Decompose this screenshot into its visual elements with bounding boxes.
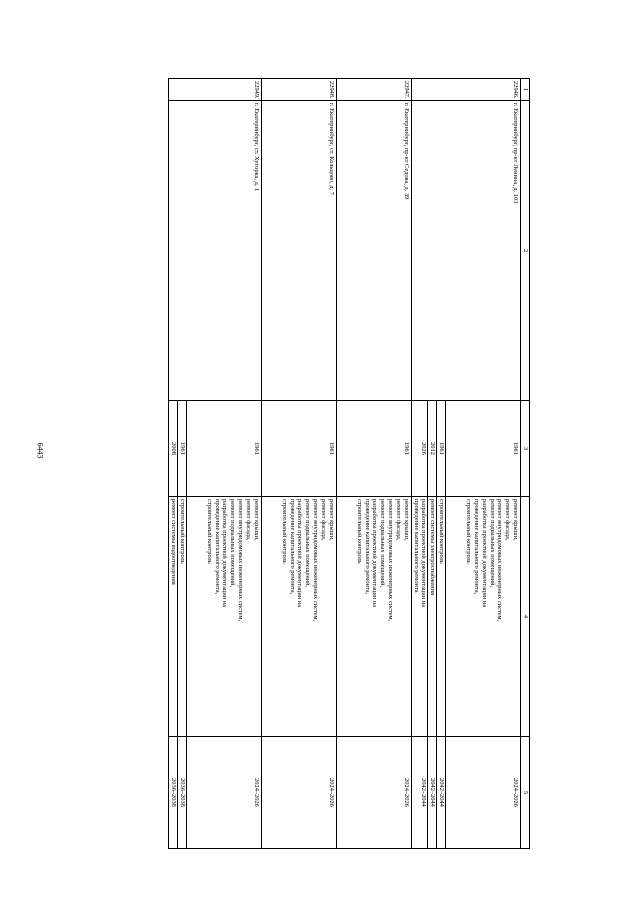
year-cell: 1961 [177, 401, 186, 497]
work-cell: ремонт крыши, ремонт фасада, ремонт внутридомовых инженерных систем, ремонт подвальных помещений, разработка проектной документации на проведение капитального ремонта, строительный контроль [336, 497, 411, 737]
address-cell: г. Екатеринбург, пр-кт Седова, д. 39 [336, 101, 411, 401]
header-cell: 5 [521, 737, 530, 849]
year-cell: 2012 [428, 401, 437, 497]
work-cell: разработка проектной документации на проведение капитального ремонта [411, 497, 428, 737]
work-cell: строительный контроль [437, 497, 446, 737]
header-row [521, 79, 530, 849]
period-cell: 2036–2038 [177, 737, 186, 849]
header-cell: 2 [521, 101, 530, 401]
period-cell: 2042–2044 [437, 737, 446, 849]
address-cell: г. Екатеринбург, ст. Кольцово, д. 7 [261, 101, 336, 401]
year-cell: 2026 [411, 401, 428, 497]
table-row [446, 79, 521, 849]
year-cell: 1961 [336, 401, 411, 497]
year-cell: 1961 [446, 401, 521, 497]
row-number: 22946. [411, 79, 520, 101]
header-cell: 1 [521, 79, 530, 101]
rotated-table-container [80, 78, 530, 848]
header-cell: 3 [521, 401, 530, 497]
table-row [186, 79, 261, 849]
row-number: 22949. [169, 79, 262, 101]
period-cell: 2024–2026 [446, 737, 521, 849]
address-cell: г. Екатеринбург, пр-кт Ленина, д. 103 [411, 101, 520, 401]
header-cell: 4 [521, 497, 530, 737]
period-cell: 2024–2026 [261, 737, 336, 849]
period-cell: 2036–2038 [169, 737, 178, 849]
work-cell: строительный контроль [177, 497, 186, 737]
work-cell: ремонт крыши, ремонт фасада, ремонт внутридомовых инженерных систем, ремонт подвальных помещений, разработка проектной документации на проведение капитального ремонта, строительный контроль [186, 497, 261, 737]
period-cell: 2024–2026 [186, 737, 261, 849]
row-number: 22948. [261, 79, 336, 101]
work-cell: ремонт крыши, ремонт фасада, ремонт внутридомовых инженерных систем, ремонт подвальных помещений, разработка проектной документации на проведение капитального ремонта, строительный контроль [446, 497, 521, 737]
table-row [261, 79, 336, 849]
year-cell: 1961 [186, 401, 261, 497]
year-cell: 2008 [169, 401, 178, 497]
period-cell: 2042–2044 [428, 737, 437, 849]
page-number: 6443 [35, 442, 45, 459]
period-cell: 2042–2044 [411, 737, 428, 849]
year-cell: 1961 [437, 401, 446, 497]
work-cell: ремонт системы электроснабжения [428, 497, 437, 737]
year-cell: 1961 [261, 401, 336, 497]
row-number: 22947. [336, 79, 411, 101]
address-cell: г. Екатеринбург, ст. Хуторка, д. 1 [169, 101, 262, 401]
work-cell: ремонт крыши, ремонт фасада, ремонт внутридомовых инженерных систем, ремонт подвальных помещений, разработка проектной документации на проведение капитального ремонта, строительный контроль [261, 497, 336, 737]
work-cell: ремонт системы водоотведения [169, 497, 178, 737]
table-row [336, 79, 411, 849]
period-cell: 2024–2026 [336, 737, 411, 849]
repair-schedule-table [168, 78, 530, 849]
